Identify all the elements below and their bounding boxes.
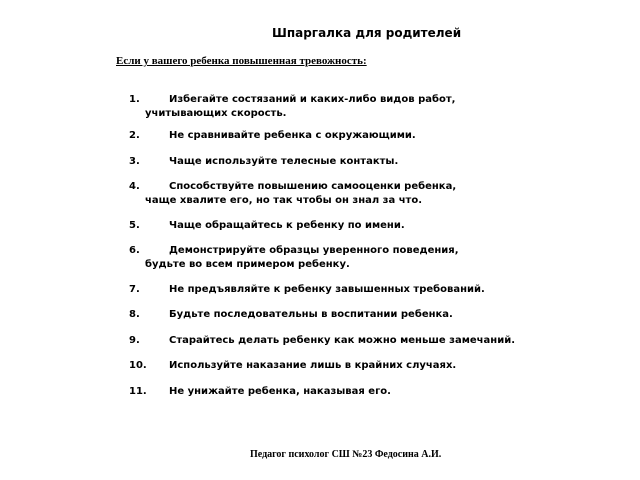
author-signature: Педагог психолог СШ №23 Федосина А.И. bbox=[250, 449, 442, 460]
list-item-text: Старайтесь делать ребенку как можно меньше замечаний. bbox=[169, 335, 516, 346]
list-item-text: Не унижайте ребенка, наказывая его. bbox=[169, 386, 391, 397]
list-item-text: Используйте наказание лишь в крайних случаях. bbox=[169, 360, 457, 371]
list-item-number: 3. bbox=[129, 156, 140, 167]
list-item-number: 1. bbox=[129, 94, 140, 105]
list-item-continuation: чаще хвалите его, но так чтобы он знал за что. bbox=[145, 195, 423, 206]
list-item-text: Не сравнивайте ребенка с окружающими. bbox=[169, 130, 416, 141]
list-item-number: 6. bbox=[129, 245, 140, 256]
list-item-text: Чаще используйте телесные контакты. bbox=[169, 156, 399, 167]
list-item-continuation: учитывающих скорость. bbox=[145, 108, 287, 119]
list-item-text: Избегайте состязаний и каких-либо видов работ, bbox=[169, 94, 456, 105]
list-item-text: Не предъявляйте к ребенку завышенных требований. bbox=[169, 284, 485, 295]
page-title: Шпаргалка для родителей bbox=[272, 26, 462, 40]
list-item-continuation: будьте во всем примером ребенку. bbox=[145, 259, 350, 270]
list-item-number: 4. bbox=[129, 181, 140, 192]
list-item-number: 9. bbox=[129, 335, 140, 346]
list-item-text: Чаще обращайтесь к ребенку по имени. bbox=[169, 220, 405, 231]
list-item-number: 11. bbox=[129, 386, 147, 397]
list-item-text: Способствуйте повышению самооценки ребенка, bbox=[169, 181, 457, 192]
list-item-number: 2. bbox=[129, 130, 140, 141]
list-item-number: 10. bbox=[129, 360, 147, 371]
page-subtitle: Если у вашего ребенка повышенная тревожность: bbox=[116, 55, 367, 67]
list-item-number: 5. bbox=[129, 220, 140, 231]
list-item-text: Демонстрируйте образцы уверенного поведения, bbox=[169, 245, 459, 256]
list-item-number: 8. bbox=[129, 309, 140, 320]
list-item-number: 7. bbox=[129, 284, 140, 295]
list-item-text: Будьте последовательны в воспитании ребенка. bbox=[169, 309, 453, 320]
